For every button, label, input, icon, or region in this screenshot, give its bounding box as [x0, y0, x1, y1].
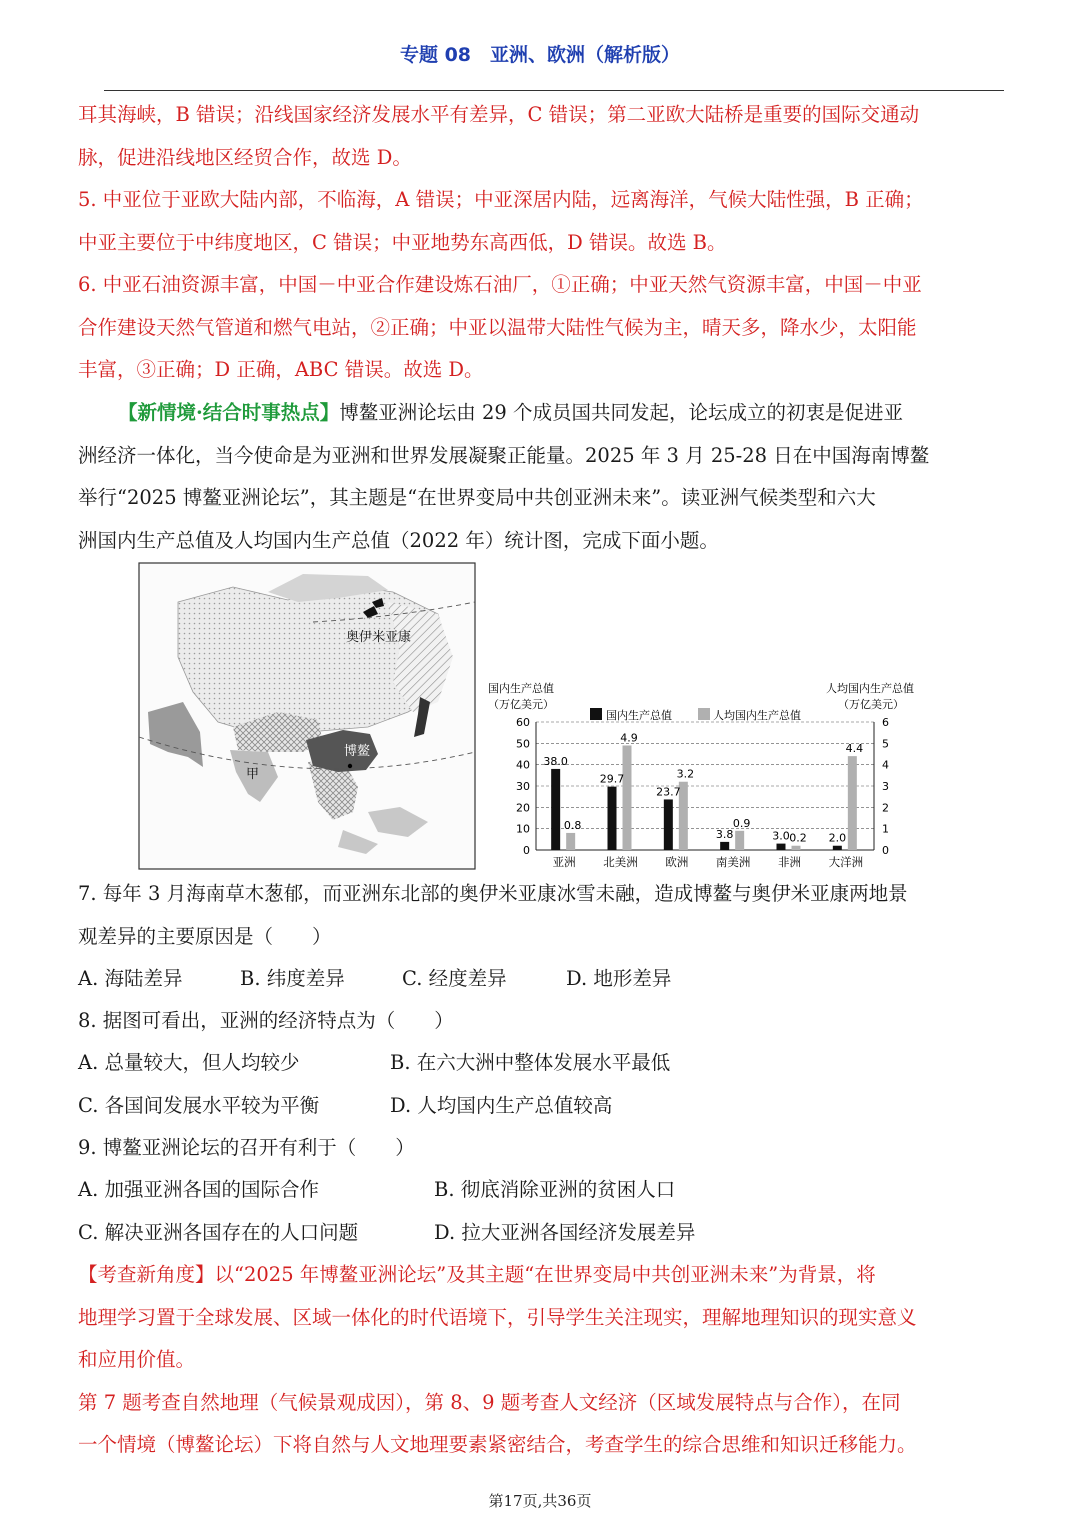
- left-tick-label: 0: [523, 844, 530, 857]
- bar-gdp: [777, 844, 786, 850]
- legend-gdp-swatch: [590, 708, 602, 720]
- left-axis-label: （万亿美元）: [488, 698, 554, 711]
- answer-5-line: 中亚主要位于中纬度地区，C 错误；中亚地势东高西低，D 错误。故选 B。: [78, 230, 727, 254]
- figure: [138, 562, 938, 872]
- left-tick-label: 10: [516, 822, 530, 836]
- question-8: [78, 1000, 1010, 1043]
- bar-per-capita: [623, 745, 632, 850]
- option-a[interactable]: A. 海陆差异: [78, 967, 183, 990]
- data-label-per-capita: 4.4: [845, 742, 864, 756]
- question-7: [78, 873, 1010, 958]
- bar-per-capita: [735, 831, 744, 850]
- asia-climate-map: [139, 563, 475, 869]
- map-label-jia: 甲: [246, 767, 260, 782]
- answer-line: 脉，促进沿线地区经贸合作，故选 D。: [78, 145, 412, 169]
- question-7-stem: 观差异的主要原因是（ ）: [78, 924, 332, 948]
- context-line: 洲国内生产总值及人均国内生产总值（2022 年）统计图，完成下面小题。: [78, 528, 719, 552]
- left-tick-label: 20: [516, 801, 530, 815]
- data-label-gdp: 2.0: [828, 831, 847, 845]
- bar-per-capita: [566, 833, 575, 850]
- category-label: 南美洲: [715, 855, 751, 869]
- left-tick-label: 30: [516, 780, 530, 793]
- answer-explanations: [78, 94, 1010, 392]
- category-label: 大洋洲: [828, 855, 864, 869]
- category-label: 北美洲: [603, 855, 638, 869]
- data-label-per-capita: 0.8: [563, 818, 582, 832]
- page-number: 第17页,共36页: [488, 1492, 592, 1510]
- data-label-per-capita: 4.9: [620, 731, 638, 745]
- map-label-oymyakon: 奥伊米亚康: [346, 630, 412, 645]
- context-line: 举行“2025 博鳌亚洲论坛”，其主题是“在世界变局中共创亚洲未来”。读亚洲气候类型和六大: [78, 486, 876, 509]
- question-7-stem: 7. 每年 3 月海南草木葱郁，而亚洲东北部的奥伊米亚康冰雪未融，造成博鳌与奥伊米亚康两地景: [78, 882, 908, 905]
- legend-gdp-label: 国内生产总值: [606, 709, 672, 722]
- review-line: 地理学习置于全球发展、区域一体化的时代语境下，引导学生关注现实，理解地理知识的现实意义: [78, 1305, 917, 1329]
- question-8-options: [78, 1042, 670, 1127]
- bar-per-capita: [848, 756, 857, 850]
- header-divider: [104, 90, 1004, 91]
- answer-6-line: 丰富，③正确；D 正确，ABC 错误。故选 D。: [78, 358, 484, 381]
- category-label: 非洲: [778, 855, 801, 869]
- data-label-gdp: 3.0: [772, 829, 790, 843]
- map-label-boao: 博鳌: [344, 744, 371, 759]
- left-tick-label: 60: [516, 716, 530, 729]
- bar-gdp: [608, 787, 617, 850]
- data-label-per-capita: 0.2: [789, 831, 807, 845]
- right-tick-label: 2: [882, 801, 889, 815]
- category-label: 亚洲: [552, 855, 576, 869]
- context-line: 博鳌亚洲论坛由 29 个成员国共同发起，论坛成立的初衷是促进亚: [339, 401, 904, 424]
- answer-5-line: 5. 中亚位于亚欧大陆内部，不临海，A 错误；中亚深居内陆，远离海洋，气候大陆性强，B 正确；: [78, 188, 924, 211]
- answer-6-line: 合作建设天然气管道和燃气电站，②正确；中亚以温带大陆性气候为主，晴天多，降水少，太阳能: [78, 315, 917, 339]
- page-header-title: 专题 08 亚洲、欧洲（解析版）: [399, 44, 681, 66]
- data-label-per-capita: 3.2: [676, 767, 695, 781]
- left-axis-label: 国内生产总值: [488, 682, 554, 695]
- question-9-options: [78, 1169, 695, 1254]
- review-section: [78, 1254, 1010, 1467]
- option-d[interactable]: D. 人均国内生产总值较高: [390, 1093, 613, 1117]
- option-c[interactable]: C. 经度差异: [402, 967, 507, 990]
- option-b[interactable]: B. 在六大洲中整体发展水平最低: [390, 1051, 671, 1074]
- option-c[interactable]: C. 各国间发展水平较为平衡: [78, 1093, 320, 1117]
- right-tick-label: 0: [882, 844, 889, 857]
- option-b[interactable]: B. 纬度差异: [240, 967, 345, 990]
- question-9-stem: 9. 博鳌亚洲论坛的召开有利于（ ）: [78, 1136, 415, 1159]
- option-a[interactable]: A. 加强亚洲各国的国际合作: [78, 1178, 319, 1201]
- data-label-gdp: 29.7: [599, 772, 625, 786]
- option-d[interactable]: D. 地形差异: [566, 967, 672, 990]
- review-line: 第 7 题考查自然地理（气候景观成因），第 8、9 题考查人文经济（区域发展特点与合作），在同: [78, 1390, 901, 1414]
- bar-gdp: [720, 842, 729, 850]
- right-axis-label: 人均国内生产总值: [826, 682, 914, 695]
- right-tick-label: 5: [882, 737, 889, 751]
- right-axis-label: （万亿美元）: [838, 698, 904, 711]
- context-line: 洲经济一体化，当今使命是为亚洲和世界发展凝聚正能量。2025 年 3 月 25-28 日在中国海南博鳌: [78, 443, 930, 467]
- data-label-gdp: 23.7: [656, 785, 681, 799]
- gdp-chart: [488, 681, 914, 869]
- left-tick-label: 40: [516, 758, 530, 772]
- context-paragraph: [78, 392, 1010, 562]
- answer-6-line: 6. 中亚石油资源丰富，中国－中亚合作建设炼石油厂，①正确；中亚天然气资源丰富，中国－中亚: [78, 273, 922, 296]
- bar-per-capita: [792, 846, 801, 850]
- review-line: 一个情境（博鳌论坛）下将自然与人文地理要素紧密结合，考查学生的综合思维和知识迁移能力。: [78, 1433, 917, 1456]
- context-tag: 【新情境·结合时事热点】: [118, 401, 340, 424]
- right-tick-label: 6: [882, 716, 889, 729]
- legend-per-capita-label: 人均国内生产总值: [713, 709, 801, 722]
- review-line: 【考查新角度】以“2025 年博鳌亚洲论坛”及其主题“在世界变局中共创亚洲未来”为背景，将: [78, 1263, 876, 1286]
- data-label-gdp: 3.8: [715, 827, 734, 841]
- option-b[interactable]: B. 彻底消除亚洲的贫困人口: [434, 1178, 676, 1201]
- question-7-options: [78, 958, 671, 1001]
- bar-gdp: [664, 799, 673, 850]
- option-c[interactable]: C. 解决亚洲各国存在的人口问题: [78, 1220, 359, 1244]
- right-tick-label: 1: [882, 822, 889, 836]
- review-line: 和应用价值。: [78, 1348, 196, 1371]
- option-d[interactable]: D. 拉大亚洲各国经济发展差异: [434, 1220, 696, 1244]
- question-8-stem: 8. 据图可看出，亚洲的经济特点为（ ）: [78, 1009, 454, 1032]
- bar-gdp: [551, 769, 560, 850]
- left-tick-label: 50: [516, 737, 530, 751]
- data-label-gdp: 38.0: [543, 754, 568, 768]
- bar-gdp: [833, 846, 842, 850]
- category-label: 欧洲: [665, 855, 689, 869]
- option-a[interactable]: A. 总量较大，但人均较少: [78, 1051, 300, 1074]
- right-tick-label: 4: [882, 758, 889, 772]
- legend-per-capita-swatch: [698, 708, 710, 720]
- answer-line: 耳其海峡，B 错误；沿线国家经济发展水平有差异，C 错误；第二亚欧大陆桥是重要的国际交通动: [78, 103, 920, 126]
- question-9: [78, 1127, 1010, 1170]
- figure-svg: [138, 562, 938, 872]
- data-label-per-capita: 0.9: [732, 816, 751, 830]
- map-boao-point: [348, 764, 352, 768]
- right-tick-label: 3: [882, 780, 889, 793]
